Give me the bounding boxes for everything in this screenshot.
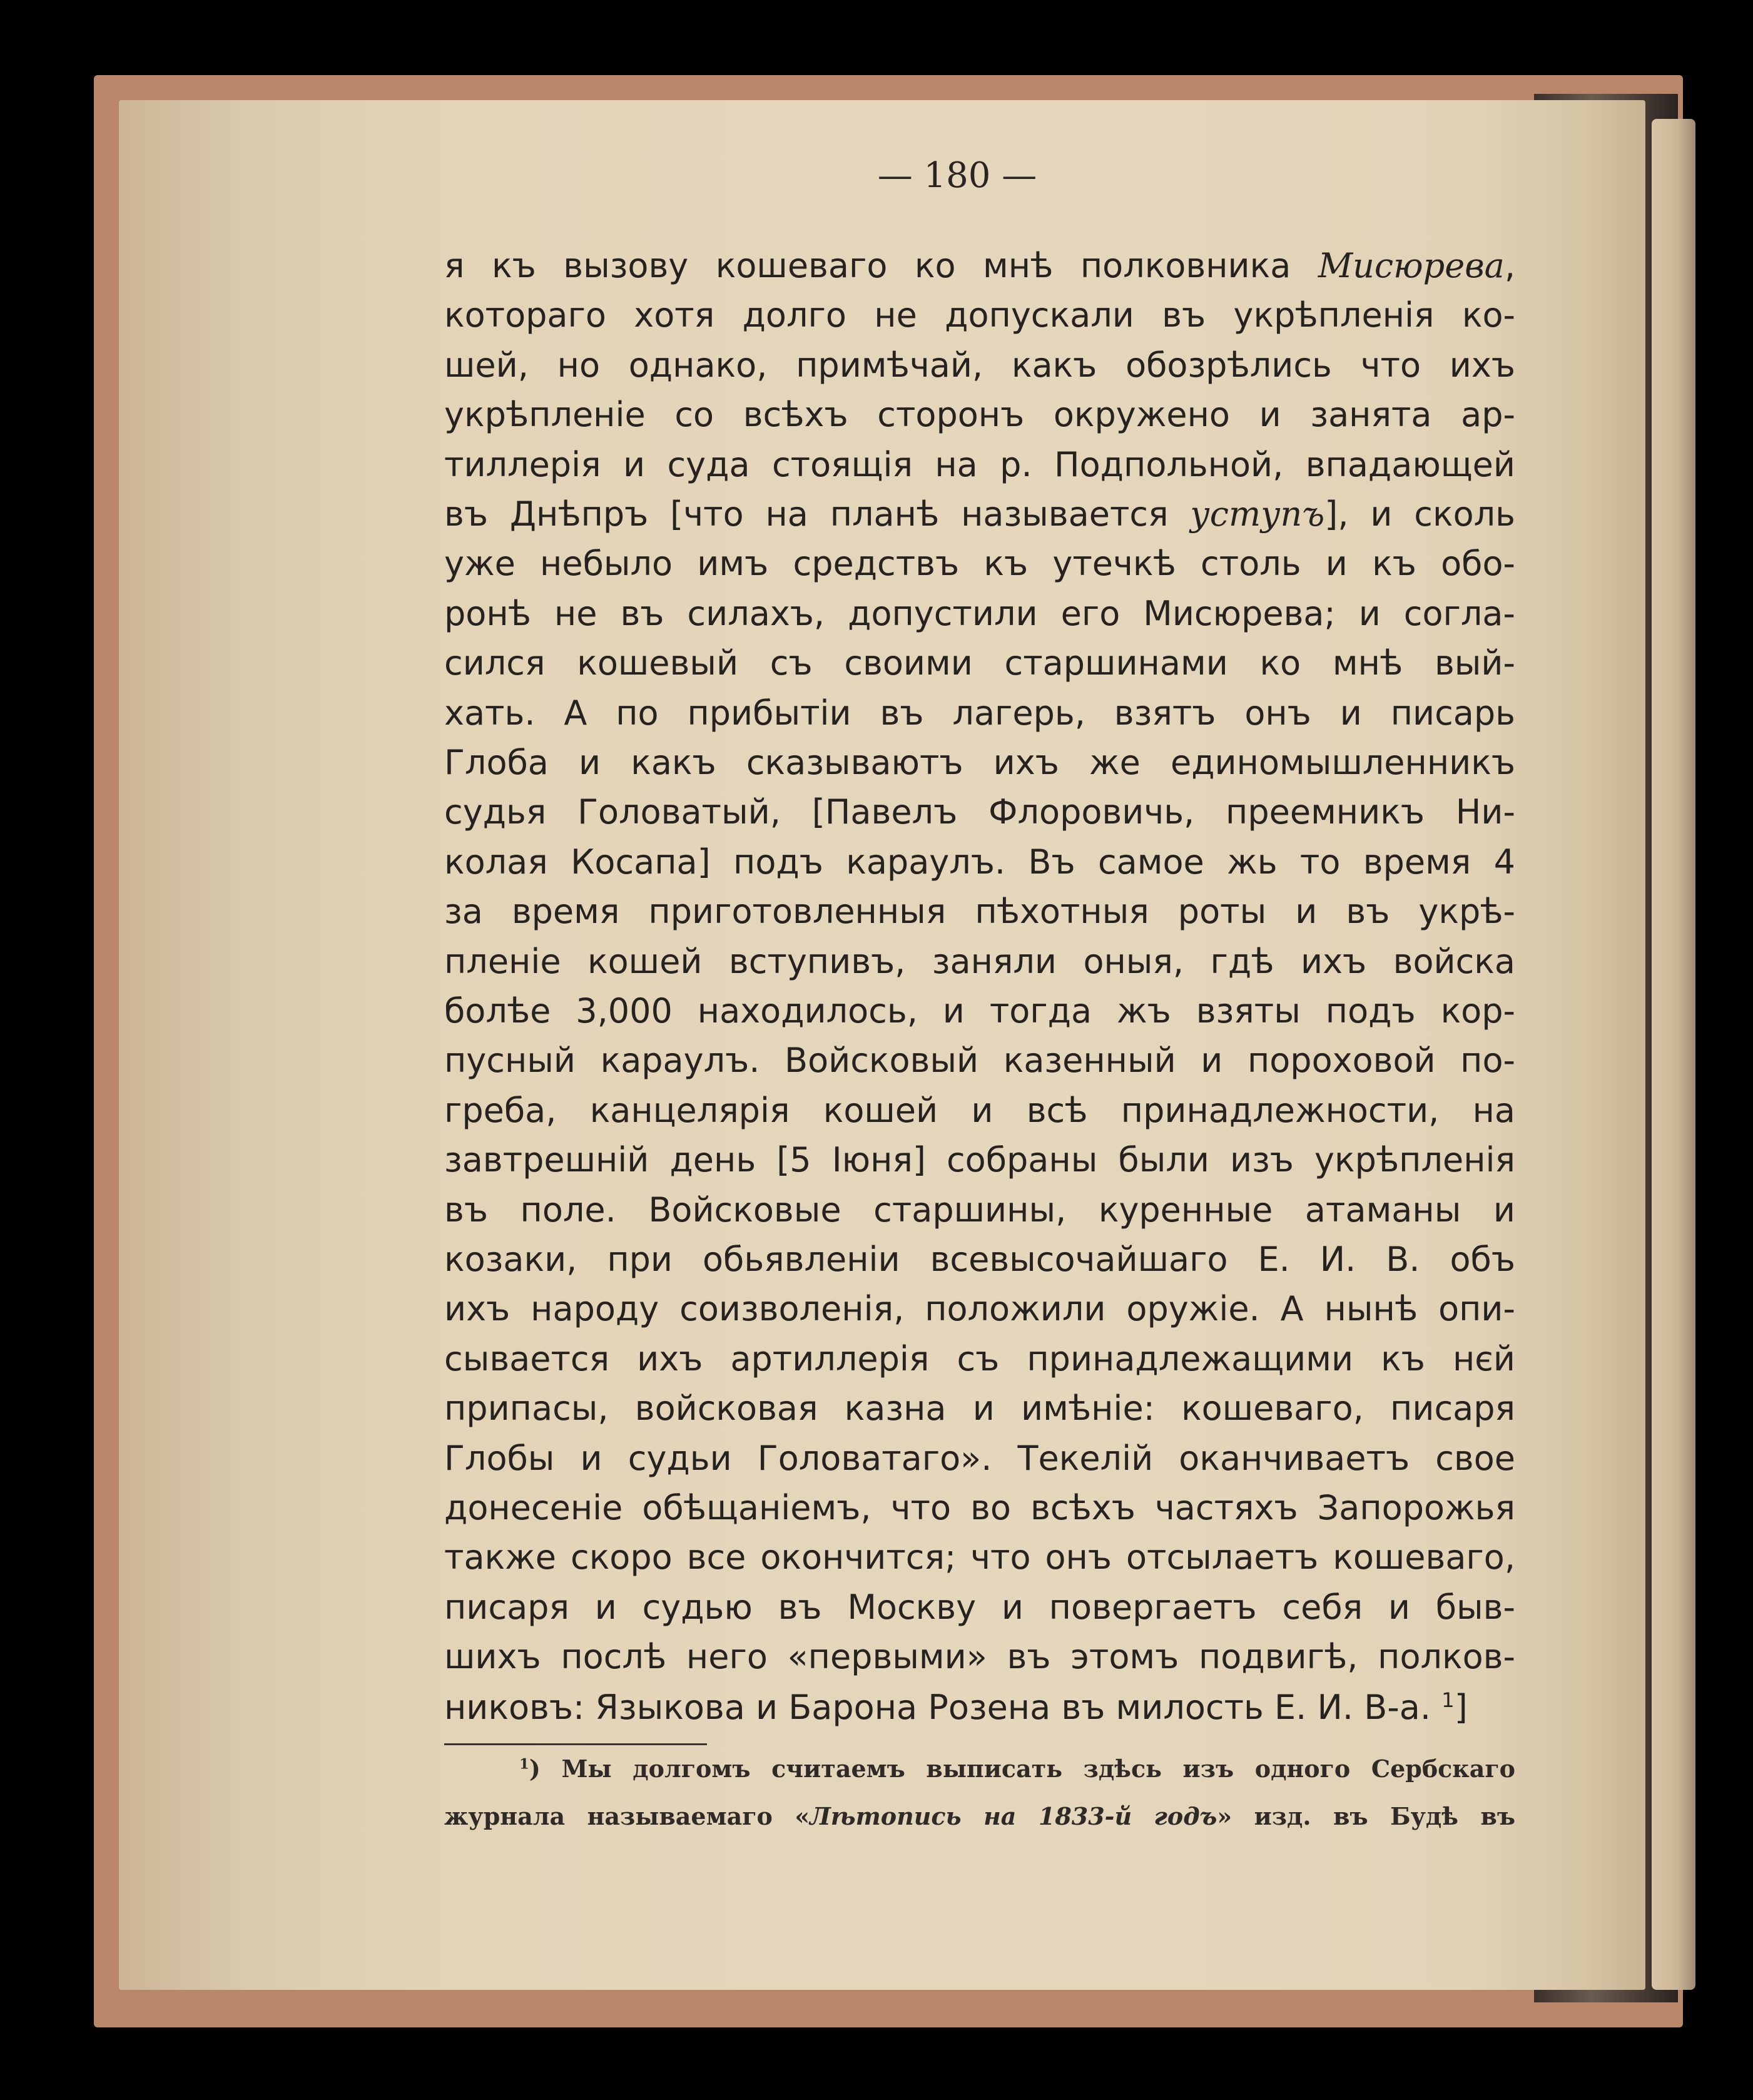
- text-line-segment: ], и сколь: [1324, 494, 1515, 534]
- text-line-segment: никовъ: Языкова и Барона Розена въ милость Е. И. В-а.: [444, 1688, 1442, 1727]
- footnote-line-2-pre: журнала называемаго «: [444, 1802, 810, 1830]
- text-line-segment: колая Косапа] подъ караулъ. Въ самое жь то время 4: [444, 842, 1515, 882]
- text-line-segment: въ поле. Войсковые старшины, куренные атаманы и: [444, 1190, 1515, 1230]
- text-line-segment: ихъ народу соизволенія, положили оружіе. А нынѣ опи-: [444, 1289, 1515, 1328]
- text-line: [444, 295, 1515, 335]
- text-line-segment: пленіе кошей вступивъ, заняли оныя, гдѣ ихъ войска: [444, 942, 1515, 981]
- footnote-line-2-post: » изд. въ Будѣ въ: [1217, 1802, 1515, 1830]
- text-line: [444, 395, 1515, 434]
- footnote-line-2: [444, 1802, 1515, 1830]
- text-line: [444, 1537, 1515, 1577]
- text-line-segment: въ Днѣпръ [что на планѣ называется: [444, 494, 1191, 534]
- text-line: [444, 1140, 1515, 1180]
- text-line: [444, 991, 1515, 1031]
- text-line-segment: ,: [1504, 246, 1515, 285]
- text-line: [444, 594, 1515, 633]
- text-line-segment: Глоба и какъ сказываютъ ихъ же единомышленникъ: [444, 743, 1515, 782]
- text-line-segment: греба, канцелярія кошей и всѣ принадлежности, на: [444, 1091, 1515, 1130]
- page-number: — 180 —: [877, 155, 1037, 196]
- text-line: [444, 246, 1515, 285]
- text-line-segment: шей, но однако, примѣчай, какъ обозрѣлись что ихъ: [444, 345, 1515, 385]
- text-line-segment: сился кошевый съ своими старшинами ко мнѣ вый-: [444, 643, 1515, 683]
- footnote-line-1: [519, 1757, 1515, 1781]
- text-line: [444, 643, 1515, 683]
- footnote-journal-title: Лѣтопись на 1833-й годъ: [810, 1802, 1217, 1830]
- facing-page-edge: [1652, 119, 1695, 1990]
- text-line-segment: тиллерія и суда стоящія на р. Подпольной, впадающей: [444, 445, 1515, 484]
- text-line: [444, 693, 1515, 733]
- text-line-segment: завтрешній день [5 Іюня] собраны были изъ укрѣпленія: [444, 1140, 1515, 1180]
- italic-term: Мисюрева: [1318, 246, 1505, 285]
- text-line: [444, 445, 1515, 484]
- text-line: [444, 1240, 1515, 1279]
- text-line-segment: донесеніе обѣщаніемъ, что во всѣхъ частяхъ Запорожья: [444, 1488, 1515, 1527]
- text-line-segment: пусный караулъ. Войсковый казенный и пороховой по-: [444, 1041, 1515, 1080]
- text-line: [444, 1389, 1515, 1428]
- text-line-segment: писаря и судью въ Москву и повергаетъ себя и быв-: [444, 1588, 1515, 1627]
- text-line: [444, 792, 1515, 832]
- footnote-line-1-text: ) Мы долгомъ считаемъ выписать здѣсь изъ одного Сербскаго: [529, 1755, 1515, 1783]
- text-line-segment: козаки, при обьявленіи всевысочайшаго Е. И. В. объ: [444, 1240, 1515, 1279]
- text-line: [444, 544, 1515, 583]
- text-line-segment: ]: [1454, 1688, 1468, 1727]
- text-line-segment: также скоро все окончится; что онъ отсылаетъ кошеваго,: [444, 1537, 1515, 1577]
- text-line: [444, 1690, 1515, 1725]
- text-line: [444, 743, 1515, 782]
- text-line-segment: шихъ послѣ него «первыми» въ этомъ подвигѣ, полков-: [444, 1637, 1515, 1676]
- text-line: [444, 892, 1515, 931]
- text-line: [444, 942, 1515, 981]
- text-line-segment: болѣе 3,000 находилось, и тогда жъ взяты подъ кор-: [444, 991, 1515, 1031]
- text-line: [444, 1289, 1515, 1328]
- text-line: [444, 1339, 1515, 1379]
- text-line: [444, 842, 1515, 882]
- text-line-segment: уже небыло имъ средствъ къ утечкѣ столь и къ обо-: [444, 544, 1515, 583]
- text-line-segment: укрѣпленіе со всѣхъ сторонъ окружено и занята ар-: [444, 395, 1515, 434]
- text-line-segment: припасы, войсковая казна и имѣніе: кошеваго, писаря: [444, 1389, 1515, 1428]
- text-line: [444, 345, 1515, 385]
- text-line-segment: сывается ихъ артиллерія съ принадлежащими къ нєй: [444, 1339, 1515, 1379]
- text-line-segment: судья Головатый, [Павелъ Флоровичь, преемникъ Ни-: [444, 792, 1515, 832]
- text-line-segment: котораго хотя долго не допускали въ укрѣпленія ко-: [444, 295, 1515, 335]
- text-line: [444, 1091, 1515, 1130]
- text-line: [444, 1488, 1515, 1527]
- footnote-marker: 1: [519, 1756, 529, 1773]
- text-line: [444, 1588, 1515, 1627]
- text-line: [444, 1439, 1515, 1478]
- text-line-segment: ронѣ не въ силахъ, допустили его Мисюрева; и согла-: [444, 594, 1515, 633]
- text-line: [444, 1041, 1515, 1080]
- italic-term: уступъ: [1190, 494, 1325, 534]
- text-line: [444, 1637, 1515, 1676]
- text-line: [444, 494, 1515, 534]
- text-line: [444, 1190, 1515, 1230]
- footnote-divider: [444, 1743, 707, 1745]
- text-line-segment: я къ вызову кошеваго ко мнѣ полковника: [444, 246, 1318, 285]
- text-line-segment: Глобы и судьи Головатаго». Текелій оканчиваетъ свое: [444, 1439, 1515, 1478]
- text-line-segment: за время приготовленныя пѣхотныя роты и въ укрѣ-: [444, 892, 1515, 931]
- text-line-segment: хать. А по прибытіи въ лагерь, взятъ онъ и писарь: [444, 693, 1515, 733]
- footnote-reference: 1: [1441, 1688, 1455, 1712]
